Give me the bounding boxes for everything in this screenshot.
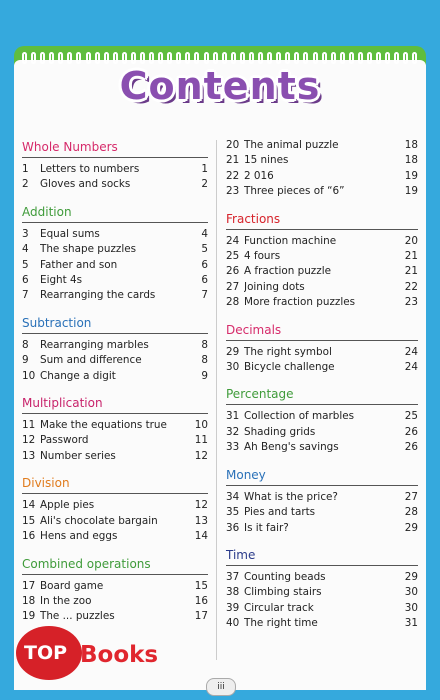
entry-number: 34: [226, 490, 240, 503]
spiral-ring: [367, 52, 372, 64]
entry-page: 7: [201, 289, 208, 302]
contents-section: [226, 138, 418, 200]
entry-page: 25: [404, 410, 418, 423]
entry-number: 9: [22, 354, 29, 367]
entry-title: Board game: [40, 579, 104, 592]
contents-entry[interactable]: [22, 227, 208, 242]
entry-title: More fraction puzzles: [244, 296, 356, 309]
spiral-ring: [412, 52, 417, 64]
contents-entry[interactable]: [22, 288, 208, 303]
entry-number: 31: [226, 410, 240, 423]
section-title: Multiplication: [22, 396, 208, 414]
entry-page: 28: [404, 506, 418, 519]
spiral-ring: [376, 52, 381, 64]
entry-page: 29: [404, 521, 418, 534]
entry-number: 26: [226, 265, 240, 278]
contents-entry[interactable]: [226, 505, 418, 520]
section-title: Combined operations: [22, 557, 208, 575]
contents-section: [22, 140, 208, 193]
contents-section: [226, 212, 418, 311]
entry-page: 23: [404, 296, 418, 309]
spiral-ring: [113, 52, 118, 64]
entry-page: 31: [404, 617, 418, 630]
entry-page: 26: [404, 425, 418, 438]
spiral-ring: [185, 52, 190, 64]
entry-page: 26: [404, 441, 418, 454]
entry-number: 33: [226, 441, 240, 454]
entry-title: Joining dots: [244, 280, 305, 293]
entry-title: Climbing stairs: [244, 586, 322, 599]
spiral-ring: [204, 52, 209, 64]
entry-title: Pies and tarts: [244, 506, 316, 519]
entry-page: 27: [404, 490, 418, 503]
spiral-ring: [349, 52, 354, 64]
contents-entry[interactable]: [22, 162, 208, 177]
spiral-ring: [31, 52, 36, 64]
entry-page: 13: [194, 514, 208, 527]
entry-number: 11: [22, 419, 36, 432]
spiral-ring: [331, 52, 336, 64]
entry-number: 6: [22, 274, 29, 287]
contents-entry[interactable]: [226, 601, 418, 616]
spiral-ring: [104, 52, 109, 64]
entry-page: 18: [404, 139, 418, 151]
entry-title: Sum and difference: [40, 354, 142, 367]
entry-title: Rearranging the cards: [40, 289, 156, 302]
entry-page: 11: [194, 434, 208, 447]
entry-title: Number series: [40, 449, 116, 462]
column-divider: [216, 140, 217, 660]
entry-title: Ali's chocolate bargain: [40, 514, 158, 527]
entry-page: 30: [404, 601, 418, 614]
entry-page: 10: [194, 419, 208, 432]
entry-page: 12: [194, 449, 208, 462]
entry-title: Rearranging marbles: [40, 338, 149, 351]
spiral-ring: [358, 52, 363, 64]
contents-entry[interactable]: [22, 353, 208, 368]
contents-section: [22, 205, 208, 304]
entry-page: 16: [194, 594, 208, 607]
contents-entry[interactable]: [226, 440, 418, 455]
entry-number: 39: [226, 601, 240, 614]
contents-section: [226, 387, 418, 455]
entry-number: 17: [22, 579, 36, 592]
entry-page: 8: [201, 354, 208, 367]
contents-entry[interactable]: [22, 177, 208, 192]
contents-entry[interactable]: [22, 433, 208, 448]
entry-title: Bicycle challenge: [244, 361, 335, 374]
entry-page: 24: [404, 361, 418, 374]
entry-title: In the zoo: [40, 594, 92, 607]
spiral-ring: [240, 52, 245, 64]
spiral-ring: [249, 52, 254, 64]
spiral-ring: [213, 52, 218, 64]
spiral-ring: [76, 52, 81, 64]
entry-title: The right time: [244, 617, 318, 630]
entry-page: 19: [404, 185, 418, 198]
entry-number: 1: [22, 163, 29, 175]
contents-entry[interactable]: [226, 184, 418, 199]
spiral-ring: [340, 52, 345, 64]
contents-section: [22, 396, 208, 464]
entry-page: 15: [194, 579, 208, 592]
entry-page: 2: [201, 178, 208, 191]
spiral-ring: [194, 52, 199, 64]
spiral-ring: [258, 52, 263, 64]
contents-entry[interactable]: [226, 616, 418, 631]
section-title: Fractions: [226, 212, 418, 230]
contents-entry[interactable]: [22, 369, 208, 384]
spiral-ring: [285, 52, 290, 64]
spiral-ring: [267, 52, 272, 64]
contents-entry[interactable]: [22, 418, 208, 433]
spiral-ring: [86, 52, 91, 64]
spiral-ring: [22, 52, 27, 64]
section-title: Percentage: [226, 387, 418, 405]
entry-number: 5: [22, 258, 29, 271]
entry-title: A fraction puzzle: [244, 265, 331, 278]
entry-number: 3: [22, 227, 29, 240]
entry-page: 30: [404, 586, 418, 599]
contents-section: [226, 548, 418, 632]
entry-page: 14: [194, 530, 208, 543]
entry-number: 32: [226, 425, 240, 438]
contents-entry[interactable]: [226, 295, 418, 310]
spiral-ring: [158, 52, 163, 64]
spiral-ring: [40, 52, 45, 64]
entry-page: 19: [404, 169, 418, 182]
contents-entry[interactable]: [226, 280, 418, 295]
entry-number: 25: [226, 250, 240, 263]
entry-number: 23: [226, 185, 240, 198]
contents-right-column: [226, 140, 418, 644]
entry-title: Collection of marbles: [244, 410, 355, 423]
entry-title: 15 nines: [244, 154, 289, 167]
entry-title: Change a digit: [40, 369, 116, 382]
entry-title: Shading grids: [244, 425, 316, 438]
contents-section: [22, 316, 208, 384]
entry-number: 15: [22, 514, 36, 527]
contents-entry[interactable]: [226, 138, 418, 153]
entry-title: Counting beads: [244, 570, 326, 583]
entry-number: 29: [226, 345, 240, 358]
entry-number: 40: [226, 617, 240, 630]
spiral-ring: [67, 52, 72, 64]
entry-title: Function machine: [244, 234, 337, 247]
entry-title: Make the equations true: [40, 419, 167, 432]
entry-page: 21: [404, 250, 418, 263]
entry-page: 18: [404, 154, 418, 167]
section-title: Addition: [22, 205, 208, 223]
entry-page: 1: [201, 163, 208, 175]
spiral-ring: [58, 52, 63, 64]
entry-number: 14: [22, 499, 36, 512]
entry-page: 8: [201, 338, 208, 351]
entry-number: 36: [226, 521, 240, 534]
contents-entry[interactable]: [226, 169, 418, 184]
topbooks-logo: [16, 612, 186, 688]
entry-page: 24: [404, 345, 418, 358]
entry-title: The ... puzzles: [40, 610, 115, 623]
spiral-ring: [276, 52, 281, 64]
entry-title: Letters to numbers: [40, 163, 140, 175]
contents-entry[interactable]: [226, 521, 418, 536]
entry-page: 5: [201, 243, 208, 256]
contents-entry[interactable]: [22, 514, 208, 529]
entry-page: 17: [194, 610, 208, 623]
spiral-ring: [403, 52, 408, 64]
entry-title: Equal sums: [40, 227, 100, 240]
entry-page: 29: [404, 570, 418, 583]
page-title: Contents: [119, 64, 321, 108]
section-title: Time: [226, 548, 418, 566]
entry-number: 8: [22, 338, 29, 351]
entry-number: 2: [22, 178, 29, 191]
spiral-ring: [122, 52, 127, 64]
contents-entry[interactable]: [226, 490, 418, 505]
entry-title: Three pieces of “6”: [244, 185, 345, 198]
spiral-ring: [167, 52, 172, 64]
spiral-ring: [294, 52, 299, 64]
entry-number: 7: [22, 289, 29, 302]
entry-number: 12: [22, 434, 36, 447]
contents-entry[interactable]: [226, 425, 418, 440]
entry-title: Hens and eggs: [40, 530, 118, 543]
entry-number: 4: [22, 243, 29, 256]
contents-entry[interactable]: [22, 529, 208, 544]
contents-entry[interactable]: [226, 345, 418, 360]
contents-entry[interactable]: [226, 409, 418, 424]
contents-left-column: [22, 140, 208, 637]
entry-title: Is it fair?: [244, 521, 289, 534]
entry-number: 13: [22, 449, 36, 462]
section-title: Division: [22, 476, 208, 494]
contents-section: [226, 323, 418, 376]
contents-entry[interactable]: [226, 153, 418, 168]
entry-title: Eight 4s: [40, 274, 83, 287]
entry-title: Gloves and socks: [40, 178, 131, 191]
spiral-ring: [313, 52, 318, 64]
contents-entry[interactable]: [226, 234, 418, 249]
contents-entry[interactable]: [22, 273, 208, 288]
spiral-ring: [231, 52, 236, 64]
entry-number: 27: [226, 280, 240, 293]
section-title: Money: [226, 468, 418, 486]
entry-title: Circular track: [244, 601, 314, 614]
contents-entry[interactable]: [22, 579, 208, 594]
entry-page: 9: [201, 369, 208, 382]
spiral-ring: [394, 52, 399, 64]
entry-title: What is the price?: [244, 490, 338, 503]
spiral-ring: [385, 52, 390, 64]
contents-entry[interactable]: [226, 264, 418, 279]
logo-top-text: TOP: [24, 642, 68, 664]
spiral-ring: [95, 52, 100, 64]
spiral-ring: [131, 52, 136, 64]
spiral-binding: [22, 52, 418, 64]
contents-entry[interactable]: [226, 570, 418, 585]
entry-number: 37: [226, 570, 240, 583]
entry-title: Ah Beng's savings: [244, 441, 339, 454]
entry-page: 22: [404, 280, 418, 293]
spiral-ring: [322, 52, 327, 64]
entry-title: Apple pies: [40, 499, 95, 512]
contents-entry[interactable]: [22, 258, 208, 273]
spiral-ring: [149, 52, 154, 64]
page-number: iii: [206, 678, 236, 696]
entry-number: 18: [22, 594, 36, 607]
entry-title: The shape puzzles: [40, 243, 137, 256]
spiral-ring: [176, 52, 181, 64]
contents-entry[interactable]: [226, 249, 418, 264]
entry-number: 20: [226, 139, 240, 151]
contents-section: [226, 468, 418, 536]
entry-number: 16: [22, 530, 36, 543]
entry-page: 6: [201, 274, 208, 287]
entry-number: 19: [22, 610, 36, 623]
section-title: Whole Numbers: [22, 140, 208, 158]
contents-entry[interactable]: [22, 338, 208, 353]
contents-entry[interactable]: [226, 360, 418, 375]
entry-page: 20: [404, 234, 418, 247]
spiral-ring: [303, 52, 308, 64]
spiral-ring: [140, 52, 145, 64]
section-title: Decimals: [226, 323, 418, 341]
entry-title: 2 016: [244, 169, 274, 182]
entry-number: 30: [226, 361, 240, 374]
contents-entry[interactable]: [22, 449, 208, 464]
contents-entry[interactable]: [226, 585, 418, 600]
entry-number: 28: [226, 296, 240, 309]
logo-books-text: Books: [80, 642, 159, 668]
contents-entry[interactable]: [22, 242, 208, 257]
entry-page: 6: [201, 258, 208, 271]
entry-page: 12: [194, 499, 208, 512]
entry-number: 38: [226, 586, 240, 599]
contents-entry[interactable]: [22, 498, 208, 513]
entry-number: 10: [22, 369, 36, 382]
spiral-ring: [49, 52, 54, 64]
entry-title: 4 fours: [244, 250, 281, 263]
entry-title: The animal puzzle: [244, 139, 339, 151]
entry-page: 4: [201, 227, 208, 240]
entry-number: 21: [226, 154, 240, 167]
contents-entry[interactable]: [22, 594, 208, 609]
entry-number: 24: [226, 234, 240, 247]
entry-title: Father and son: [40, 258, 118, 271]
spiral-ring: [222, 52, 227, 64]
entry-title: The right symbol: [244, 345, 332, 358]
entry-title: Password: [40, 434, 89, 447]
contents-section: [22, 476, 208, 544]
section-title: Subtraction: [22, 316, 208, 334]
entry-page: 21: [404, 265, 418, 278]
entry-number: 35: [226, 506, 240, 519]
entry-number: 22: [226, 169, 240, 182]
